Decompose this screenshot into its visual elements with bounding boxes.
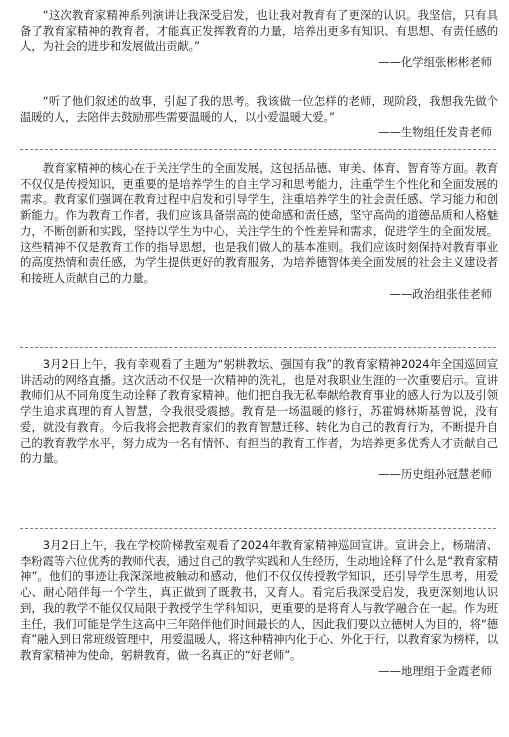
section-divider	[20, 528, 496, 529]
testimonial-geography	[20, 538, 498, 679]
testimonial-signature: ——历史组孙冠慧老师	[378, 466, 492, 481]
testimonial-politics	[20, 161, 498, 302]
section-divider	[20, 149, 496, 150]
testimonial-signature: ——政治组张佳老师	[389, 286, 492, 301]
testimonial-signature: ——生物组任发青老师	[378, 125, 492, 140]
section-divider	[20, 347, 496, 348]
testimonial-biology	[20, 94, 498, 141]
testimonial-text: 3月2日上午，我在学校阶梯教室观看了2024年教育家精神巡回宣讲。宣讲会上，杨瑞清、李粉霞等六位优秀的教师代表，通过自己的教学实践和人生经历，生动地诠释了什么是“教育家精神”。他们的事迹让我深深地被触动和感动，他们不仅仅传授教学知识，还引导学生思考，用爱心、耐心陪伴每一个学生，真正做到了既教书，又育人。看完后我深受启发，我更深刻地认识到，我的教学不能仅仅局限于教授学生学科知识，更重要的是将育人与教学融合在一起。作为班主任，我们可能是学生这高中三年陪伴他们时间最长的人，因此我们要以立德树人为目的，将“德育”融入到日常班级管理中，用爱温暖人，将这种精神内化于心、外化于行，以教育家为榜样，以教育家精神为使命，躬耕教育，做一名真正的“好老师”。	[20, 538, 498, 662]
testimonial-text: 3月2日上午，我有幸观看了主题为“躬耕教坛、强国有我”的教育家精神2024年全国巡回宣讲活动的网络直播。这次活动不仅是一次精神的洗礼，也是对我职业生涯的一次重要启示。宣讲教师们从不同角度生动诠释了教育家精神。他们把自我无私奉献给教育事业的感人行为以及引领学生追求真理的育人智慧，令我很受震撼。教育是一场温暖的修行，苏霍姆林斯基曾说，没有爱，就没有教育。今后我将会把教育家们的教育智慧迁移、转化为自己的教育行为，不断提升自己的教育教学水平，努力成为一名有情怀、有担当的教育工作者，为培养更多优秀人才贡献自己的力量。	[20, 357, 498, 466]
testimonial-text: “这次教育家精神系列演讲让我深受启发，也让我对教育有了更深的认识。我坚信，只有具备了教育家精神的教育者，才能真正发挥教育的力量，培养出更多有知识、有思想、有责任感的人，为社会的进步和发展做出贡献。”	[20, 8, 498, 54]
testimonial-chemistry	[20, 8, 498, 71]
testimonial-signature: ——地理组于金霞老师	[378, 663, 492, 678]
testimonial-signature: ——化学组张彬彬老师	[378, 55, 492, 70]
testimonial-text: “听了他们叙述的故事，引起了我的思考。我该做一位怎样的老师，现阶段，我想我先做个温暖的人，去陪伴去鼓励那些需要温暖的人，以小爱温暖大爱。”	[20, 94, 498, 124]
testimonial-text: 教育家精神的核心在于关注学生的全面发展，这包括品德、审美、体育、智育等方面。教育不仅仅是传授知识，更重要的是培养学生的自主学习和思考能力，注重学生个性化和全面发展的需求。教育家们强调在教育过程中启发和引导学生，注重培养学生的社会责任感、学习能力和创新能力。作为教育工作者，我们应该具备崇高的使命感和责任感，坚守高尚的道德品质和人格魅力，不断创新和实践，坚持以学生为中心，关注学生的个性差异和需求，促进学生的全面发展。这些精神不仅是教育工作的指导思想，也是我们做人的基本准则。我们应该时刻保持对教育事业的高度热情和责任感，为学生提供更好的教育服务，为培养德智体美全面发展的社会主义建设者和接班人贡献自己的力量。	[20, 161, 498, 285]
testimonial-history	[20, 357, 498, 483]
